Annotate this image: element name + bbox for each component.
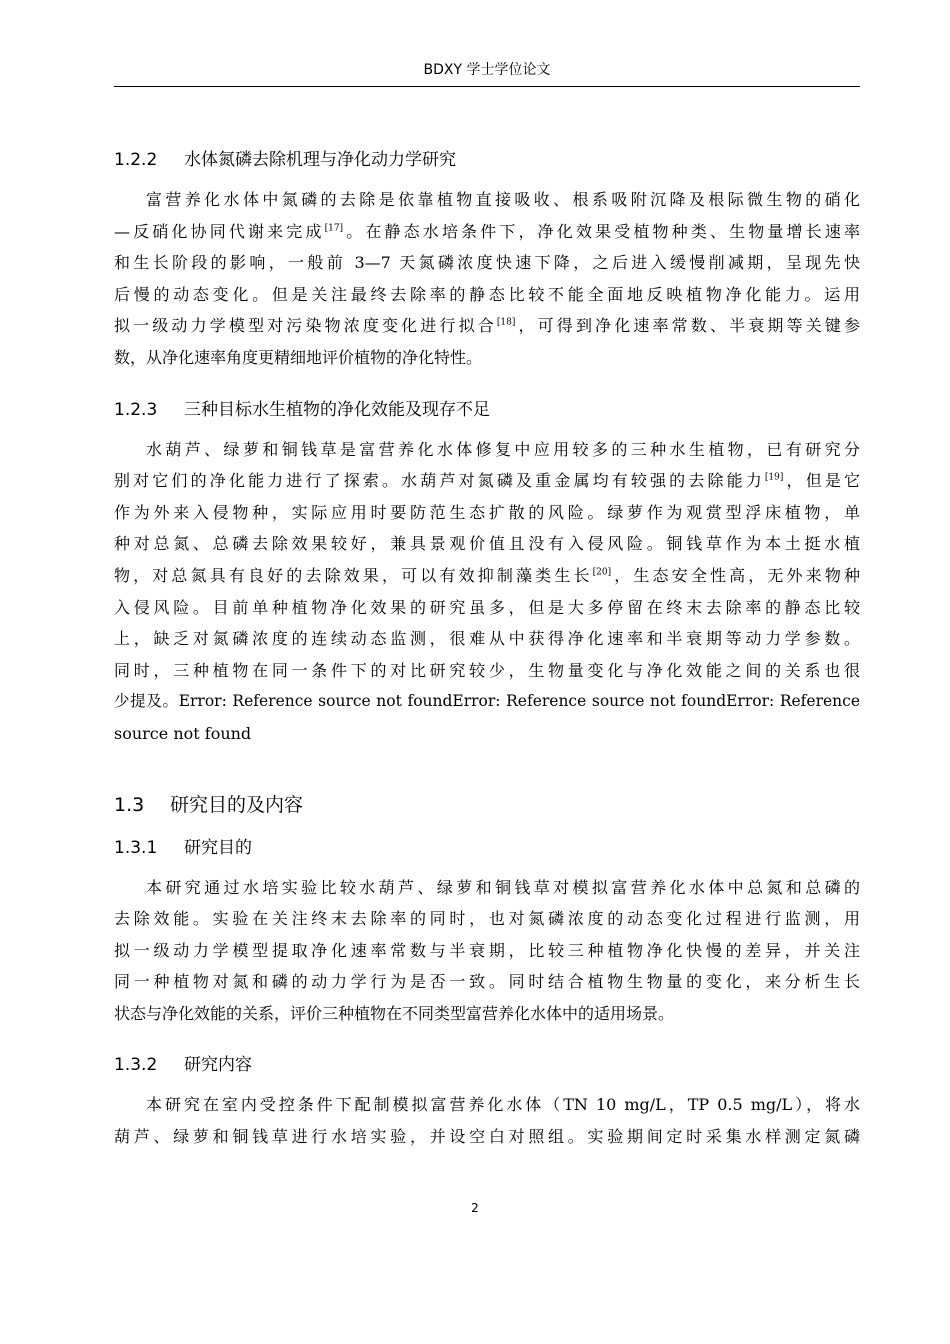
text-line: 葫芦、绿萝和铜钱草进行水培实验，并设空白对照组。实验期间定时采集水样测定氮磷 [114, 1127, 860, 1147]
paragraph-1-3-1 [114, 872, 860, 1030]
text-line: 别对它们的净化能力进行了探索。水葫芦对氮磷及重金属均有较强的去除能力[19]，但是它 [114, 471, 860, 491]
section-number: 1.3 [114, 793, 145, 816]
text-line: 本研究在室内受控条件下配制模拟富营养化水体（TN 10 mg/L，TP 0.5 mg/L），将水 [146, 1095, 860, 1115]
citation-17: [17] [324, 223, 344, 234]
text-line: 上，缺乏对氮磷浓度的连续动态监测，很难从中获得净化速率和半衰期等动力学参数。 [114, 629, 860, 649]
text-line: 同时，三种植物在同一条件下的对比研究较少，生物量变化与净化效能之间的关系也很 [114, 660, 860, 680]
text-line: 拟一级动力学模型提取净化速率常数与半衰期，比较三种植物净化快慢的差异，并关注 [114, 940, 860, 960]
header-title: BDXY 学士学位论文 [423, 62, 551, 78]
paragraph-1-2-2 [114, 184, 860, 374]
text-line: 数，从净化速率角度更精细地评价植物的净化特性。 [114, 347, 483, 367]
section-title: 研究内容 [184, 1055, 252, 1076]
text-line: 水葫芦、绿萝和铜钱草是富营养化水体修复中应用较多的三种水生植物，已有研究分 [146, 439, 860, 459]
paragraph-1-2-3 [114, 434, 860, 750]
paragraph-1-3-2 [114, 1089, 860, 1152]
text-line: 种对总氮、总磷去除效果较好，兼具景观价值且没有入侵风险。铜钱草作为本土挺水植 [114, 534, 860, 554]
citation-19: [19] [764, 472, 784, 483]
text-line: 作为外来入侵物种，实际应用时要防范生态扩散的风险。绿萝作为观赏型浮床植物，单 [114, 502, 860, 522]
section-title: 水体氮磷去除机理与净化动力学研究 [184, 150, 456, 170]
citation-20: [20] [592, 567, 612, 578]
text-line: 拟一级动力学模型对污染物浓度变化进行拟合[18]，可得到净化速率常数、半衰期等关键参 [114, 316, 860, 336]
section-heading-1-2-3 [114, 396, 860, 424]
text-line: 后慢的动态变化。但是关注最终去除率的静态比较不能全面地反映植物净化能力。运用 [114, 284, 860, 304]
section-title: 三种目标水生植物的净化效能及现存不足 [184, 399, 490, 420]
section-number: 1.3.1 [114, 837, 158, 858]
text-line: 去除效能。实验在关注终末去除率的同时，也对氮磷浓度的动态变化过程进行监测，用 [114, 909, 860, 929]
section-title: 研究目的及内容 [170, 793, 304, 816]
section-heading-1-3 [114, 790, 860, 820]
text-line: —反硝化协同代谢来完成[17]。在静态水培条件下，净化效果受植物种类、生物量增长速率 [114, 221, 860, 241]
section-number: 1.2.2 [114, 150, 158, 170]
section-heading-1-3-2 [114, 1051, 860, 1079]
text-line: 入侵风险。目前单种植物净化效果的研究虽多，但是大多停留在终末去除率的静态比较 [114, 597, 860, 617]
text-line: 和生长阶段的影响，一般前 3—7 天氮磷浓度快速下降，之后进入缓慢削减期，呈现先快 [114, 253, 860, 273]
citation-18: [18] [496, 318, 516, 329]
running-header [114, 60, 860, 87]
section-heading-1-2-2 [114, 146, 860, 174]
page-number: 2 [471, 1201, 479, 1215]
text-line: 富营养化水体中氮磷的去除是依靠植物直接吸收、根系吸附沉降及根际微生物的硝化 [146, 190, 860, 209]
page-body [114, 146, 860, 1175]
section-heading-1-3-1 [114, 834, 860, 862]
text-line: 同一种植物对氮和磷的动力学行为是否一致。同时结合植物生物量的变化，来分析生长 [114, 972, 860, 992]
text-line: 物，对总氮具有良好的去除效果，可以有效抑制藻类生长[20]，生态安全性高，无外来物种 [114, 565, 860, 585]
text-line: source not found [114, 723, 252, 743]
section-title: 研究目的 [184, 837, 252, 858]
section-number: 1.2.3 [114, 399, 158, 420]
text-line: 状态与净化效能的关系，评价三种植物在不同类型富营养化水体中的适用场景。 [114, 1003, 675, 1023]
text-line: 本研究通过水培实验比较水葫芦、绿萝和铜钱草对模拟富营养化水体中总氮和总磷的 [146, 877, 860, 897]
text-line: 少提及。Error: Reference source not foundError: Reference source not foundError: Reference [114, 692, 860, 711]
section-number: 1.3.2 [114, 1055, 158, 1076]
